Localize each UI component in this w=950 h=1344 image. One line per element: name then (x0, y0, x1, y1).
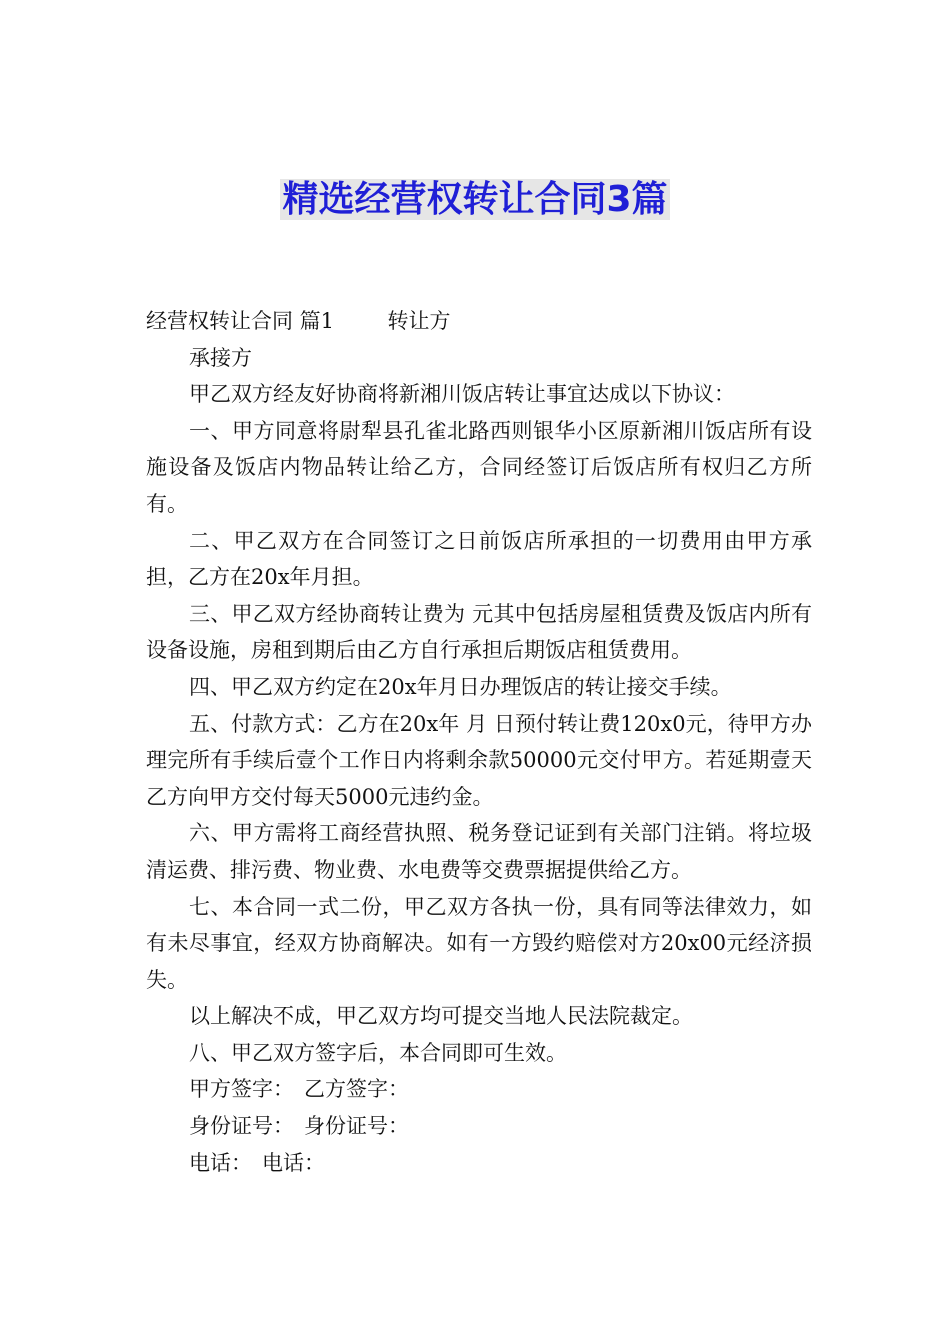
party-b-phone-label: 电话： (262, 1150, 325, 1175)
party-a-phone-label: 电话： (189, 1150, 252, 1175)
id-number-line (146, 1108, 812, 1145)
paragraph-clause-3: 三、甲乙双方经协商转让费为 元其中包括房屋租赁费及饭店内所有设备设施，房租到期后由乙方自行承担后期饭店租赁费用。 (146, 601, 812, 663)
paragraph-clause-8: 八、甲乙双方签字后，本合同即可生效。 (189, 1040, 567, 1065)
transferor-label: 转让方 (387, 309, 451, 333)
party-a-signature-label: 甲方签字： (189, 1077, 294, 1102)
transferee-label: 承接方 (189, 345, 252, 370)
party-b-id-label: 身份证号： (304, 1114, 409, 1139)
section-heading: 经营权转让合同 篇1 (146, 309, 335, 333)
paragraph-clause-2: 二、甲乙双方在合同签订之日前饭店所承担的一切费用由甲方承担，乙方在20x年月担。 (146, 528, 812, 590)
paragraph-dispute: 以上解决不成，甲乙双方均可提交当地人民法院裁定。 (189, 1004, 693, 1029)
paragraph-clause-1: 一、甲方同意将尉犁县孔雀北路西则银华小区原新湘川饭店所有设施设备及饭店内物品转让给乙方，合同经签订后饭店所有权归乙方所有。 (146, 418, 812, 516)
document-body (146, 303, 812, 1181)
paragraph-clause-6: 六、甲方需将工商经营执照、税务登记证到有关部门注销。将垃圾清运费、排污费、物业费、水电费等交费票据提供给乙方。 (146, 821, 812, 882)
paragraph-clause-7: 七、本合同一式二份，甲乙双方各执一份，具有同等法律效力，如有未尽事宜，经双方协商解决。如有一方毁约赔偿对方20x00元经济损失。 (146, 894, 812, 992)
signature-line (146, 1071, 812, 1108)
section-heading-line (146, 303, 812, 340)
paragraph-clause-4: 四、甲乙双方约定在20x年月日办理饭店的转让接交手续。 (189, 674, 732, 699)
phone-line (146, 1145, 812, 1182)
document-title (0, 176, 950, 224)
paragraph-intro: 甲乙双方经友好协商将新湘川饭店转让事宜达成以下协议： (189, 382, 735, 407)
party-b-signature-label: 乙方签字： (304, 1077, 409, 1102)
document-title-text: 精选经营权转让合同3篇 (282, 179, 668, 220)
party-a-id-label: 身份证号： (189, 1114, 294, 1139)
paragraph-clause-5: 五、付款方式：乙方在20x年 月 日预付转让费120x0元，待甲方办理完所有手续后壹个工作日内将剩余款50000元交付甲方。若延期壹天乙方向甲方交付每天5000元违约金。 (146, 711, 812, 809)
